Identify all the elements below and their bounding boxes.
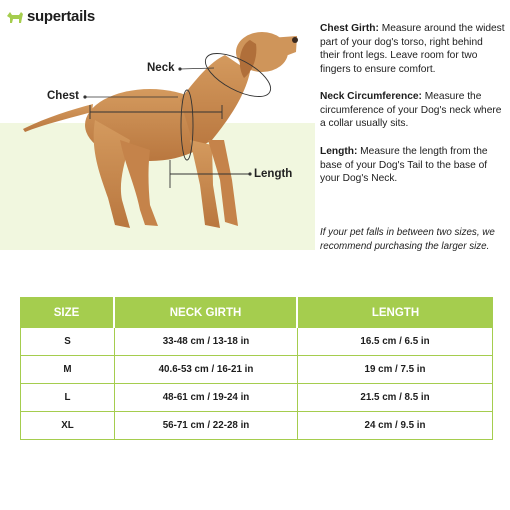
length-cell: 24 cm / 9.5 in [298,412,493,440]
size-chart-table [20,297,493,440]
neck-circumference-description [320,90,505,131]
size-cell: M [20,356,115,384]
length-cell: 21.5 cm / 8.5 in [298,384,493,412]
neck-girth-cell: 56-71 cm / 22-28 in [115,412,298,440]
length-cell: 19 cm / 7.5 in [298,356,493,384]
dog-figure [0,0,315,250]
length-term: Length: [320,146,358,157]
chest-girth-term: Chest Girth: [320,23,379,34]
neck-girth-cell: 48-61 cm / 19-24 in [115,384,298,412]
length-cell: 16.5 cm / 6.5 in [298,328,493,356]
neck-circumference-text: Measure the circumference of your Dog's neck where a collar usually sits. [320,91,502,129]
chest-girth-text: Measure around the widest part of your dog's torso, right behind their front legs. Leave room for two fingers to ensure comfort. [320,23,505,75]
neck-girth-cell: 33-48 cm / 13-18 in [115,328,298,356]
length-description [320,145,505,186]
table-row [20,412,493,440]
size-note: If your pet falls in between two sizes, we recommend purchasing the larger size. [320,227,495,252]
table-row [20,384,493,412]
neck-girth-cell: 40.6-53 cm / 16-21 in [115,356,298,384]
neck-label: Neck [147,62,175,74]
length-label: Length [254,168,293,180]
neck-circumference-term: Neck Circumference: [320,91,422,102]
chest-girth-description [320,22,505,76]
table-row [20,356,493,384]
header-size: SIZE [20,297,115,328]
chest-label: Chest [47,90,79,102]
table-row [20,328,493,356]
header-neck-girth: NECK GIRTH [115,297,298,328]
brand-name: supertails [27,8,95,25]
length-text: Measure the length from the base of your Dog's Tail to the base of your Dog's Neck. [320,146,488,184]
size-cell: S [20,328,115,356]
header-length: LENGTH [298,297,493,328]
table-header-row [20,297,493,328]
dog-measurement-illustration [0,0,315,250]
size-cell: XL [20,412,115,440]
size-cell: L [20,384,115,412]
